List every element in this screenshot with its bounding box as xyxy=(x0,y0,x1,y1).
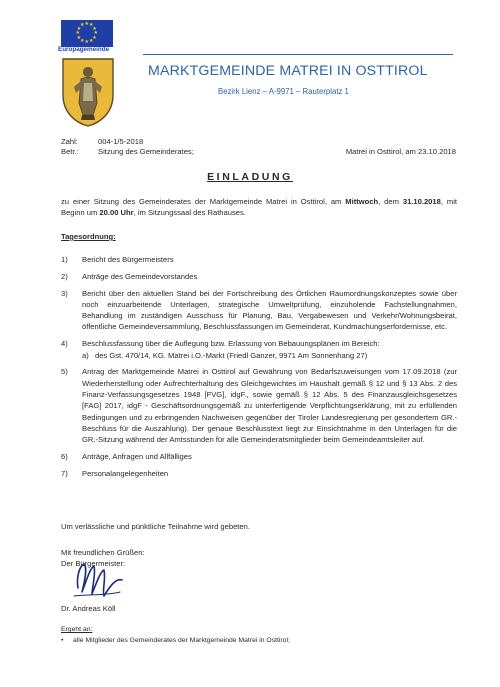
agenda-item xyxy=(61,288,457,333)
bullet-icon: • xyxy=(61,637,64,644)
star-icon: ★ xyxy=(92,25,97,32)
agenda-title: Tagesordnung: xyxy=(61,232,116,241)
handwritten-signature xyxy=(70,558,130,600)
agenda-number: 5) xyxy=(61,367,68,377)
letter-date: Matrei in Osttirol, am 23.10.2018 xyxy=(345,147,456,156)
star-icon: ★ xyxy=(80,37,85,44)
signer-name: Dr. Andreas Köll xyxy=(61,604,116,613)
zahl-value: 004-1/5-2018 xyxy=(98,137,144,146)
eu-flag-logo xyxy=(61,20,113,47)
star-icon: ★ xyxy=(93,30,98,36)
agenda-number: 7) xyxy=(61,468,68,478)
star-icon: ★ xyxy=(92,34,97,41)
agenda-text: Anträge des Gemeindevorstandes xyxy=(82,271,198,281)
betreff-label: Betr.: xyxy=(61,147,79,156)
agenda-number: 1) xyxy=(61,255,68,264)
intro-text-2: , dem xyxy=(378,197,403,206)
heading-text: EINLADUNG xyxy=(207,171,293,183)
star-icon: ★ xyxy=(76,34,82,41)
coat-of-arms-logo xyxy=(60,57,116,127)
meeting-day: Mittwoch xyxy=(345,197,379,206)
signatory-role: Der Bürgermeister: xyxy=(61,559,126,568)
subitem-label: a) xyxy=(82,350,89,360)
recipient-text: alle Mitglieder des Gemeinderates der Marktgemeinde Matrei in Osttirol; xyxy=(73,637,290,644)
agenda-item xyxy=(61,451,457,462)
meeting-time: 20.00 Uhr xyxy=(99,208,134,218)
agenda-item xyxy=(61,366,457,445)
municipality-address: Bezirk Lienz – A-9971 – Rauterplatz 1 xyxy=(218,87,349,96)
agenda-item xyxy=(61,338,457,361)
recipient-item xyxy=(61,637,290,644)
greeting: Mit freundlichen Grüßen: xyxy=(61,548,145,557)
intro-text-1: zu einer Sitzung des Gemeinderates der Marktgemeinde Matrei in Osttirol, am xyxy=(61,197,346,206)
eu-community-label: Europagemeinde xyxy=(58,46,110,53)
zahl-label: Zahl: xyxy=(61,137,78,146)
agenda-item xyxy=(61,468,457,479)
agenda-text-block xyxy=(82,338,457,361)
agenda-text: Antrag der Marktgemeinde Matrei in Osttirol auf Gewährung von Bedarfszuweisungen vom 17.09.2018 (zur Wiederherstellung oder Aufrechterhaltung des Gleichgewichtes im Haushalt gemäß § 12 und § 13 Abs. 2 des Finanz-Verfassungsgesetzes 1948 [FVG], idgF., sowie gemäß § 12 Abs. 5 des Finanzausgleichsgesetzes [FAG] 2017, idgF - Geschäftsordnungsgemäß zu unterfertigende Verpflichtungserklärung, mit zu erfüllenden Bedingungen und zu erbringenden Nachweisen gegenüber der Tiroler Landesregierung per gesondertem GR.-Beschluss für die Auszahlung). Der genaue Beschlusstext liegt zur Einsichtnahme in den Unterlagen für die GR.-Sitzung während der Amtsstunden für alle Gemeinderatsmitglieder beim Gemeindeamtsleiter auf. xyxy=(82,367,457,445)
document-heading xyxy=(0,171,500,183)
agenda-number: 2) xyxy=(61,271,68,281)
star-icon: ★ xyxy=(75,30,80,36)
reference-block xyxy=(61,137,456,157)
agenda-subitem xyxy=(82,350,457,361)
star-icon: ★ xyxy=(84,21,89,27)
star-icon: ★ xyxy=(76,25,82,32)
subitem-text: des Gst. 470/14, KG. Matrei i.O.-Markt (Friedl Ganzer, 9971 Am Sonnenhang 27) xyxy=(95,350,368,360)
agenda-item xyxy=(61,254,457,265)
agenda-text: Bericht über den aktuellen Stand bei der Fortschreibung des Örtlichen Raumordnungskonzeptes sowie über noch einzuarbeitende Unterlagen, strategische Umweltprüfung, einzuholende Fachstellungnahmen, Behandlung im zuständigen Ausschuss für Planung, Bau, Vergabewesen und Verkehr/Wohnungsbeirat, öffentliche Gemeindeversammlung, Beschlussfassungen im Gemeinderat, Kundmachungserfordernisse, etc. xyxy=(82,288,457,332)
agenda-text: Personalangelegenheiten xyxy=(82,468,169,478)
betreff-value: Sitzung des Gemeinderates; xyxy=(98,147,194,156)
star-icon: ★ xyxy=(84,39,89,45)
agenda-text: Beschlussfassung über die Auflegung bzw. Erlassung von Bebauungsplänen im Bereich: xyxy=(82,339,380,349)
letterhead-rule xyxy=(143,54,453,55)
meeting-date: 31.10.2018 xyxy=(402,197,441,206)
agenda-text: Anträge, Anfragen und Allfälliges xyxy=(82,451,192,461)
invitation-intro xyxy=(61,196,457,219)
agenda-number: 6) xyxy=(61,451,68,461)
agenda-text: Bericht des Bürgermeisters xyxy=(82,255,174,264)
agenda-number: 3) xyxy=(61,288,68,298)
intro-text-3: , mit Beginn um xyxy=(61,197,457,218)
recipients-title: Ergeht an: xyxy=(61,626,93,633)
star-icon: ★ xyxy=(89,22,94,29)
agenda-number: 4) xyxy=(61,339,68,349)
municipality-title: MARKTGEMEINDE MATREI IN OSTTIROL xyxy=(148,63,428,79)
closing-line: Um verlässliche und pünktliche Teilnahme wird gebeten. xyxy=(61,522,250,531)
intro-text-4: , im Sitzungssaal des Rathauses. xyxy=(133,208,246,218)
agenda-list xyxy=(61,254,457,485)
star-icon: ★ xyxy=(80,22,85,29)
star-icon: ★ xyxy=(89,37,94,44)
agenda-item xyxy=(61,271,457,282)
